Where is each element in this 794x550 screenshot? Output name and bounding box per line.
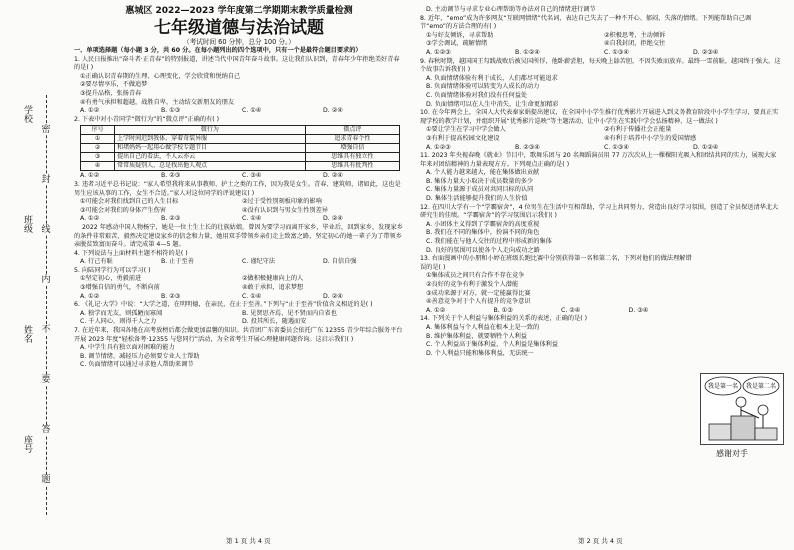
speech-bubble-left: 我是第一名 bbox=[707, 383, 739, 390]
question-option: ①坚定初心，勇毅前进 bbox=[80, 275, 142, 283]
choice-d: D. 自信自强 bbox=[323, 258, 357, 266]
table-cell: 提出自己的看法，不人云亦云 bbox=[115, 153, 306, 162]
table-cell: 微行为 bbox=[115, 126, 306, 135]
choice-d: D. 良好的氛围可以使各个人走向成功之路 bbox=[426, 246, 540, 254]
question-stem: 13. 右面漫画中的小朋和小婷在班级长跑比赛中分别获得第一名和第二名，下列对他们的做法理解错误的是( ) bbox=[420, 255, 692, 271]
choice-b: B. 我们在不同的集体中，扮演不同的角色 bbox=[426, 229, 540, 237]
option-row bbox=[426, 135, 782, 144]
seal-mark: 线 bbox=[34, 225, 58, 235]
choice-a: A. ①② bbox=[80, 215, 100, 223]
choice-d: D. 负面情绪可以在人生中消失，让生命更加精彩 bbox=[426, 100, 559, 108]
table-cell: ③ bbox=[81, 153, 115, 162]
answer-choices bbox=[80, 215, 404, 224]
choice-b: B. ①③ bbox=[493, 306, 513, 314]
choice-b: B. 维护集体利益，就要牺牲个人利益 bbox=[426, 332, 527, 340]
choice-d: D. ①②④ bbox=[693, 143, 719, 151]
question-option: ③学会调试，疏解情绪 bbox=[426, 40, 488, 48]
choice-c: C. ①④ bbox=[242, 107, 262, 115]
question-option: ③成功来源于对方，就一定能赢得比赛 bbox=[426, 289, 531, 297]
answer-choices bbox=[80, 172, 404, 181]
choice-a: A. 行己有耻 bbox=[80, 258, 113, 266]
choice-c: C. ②④ bbox=[561, 306, 581, 314]
question-option: ④善意竞争对于个人有提升的竞争意识 bbox=[426, 298, 531, 306]
question-option: ①可能会对我们找到自己的人生目标 bbox=[80, 198, 179, 206]
choice-b: B. 负面情绪体验可以转变为人成长的动力 bbox=[426, 83, 540, 91]
question-stem: 12. 在四川大学有一个“学霸宿舍”，4 位男生在生活中互相帮助，学习上共同努力，营造出良好学习氛围，创造了全员保送清华北大研究生的佳绩。“学霸宿舍”的学习氛围启示我们( ) bbox=[420, 203, 779, 220]
cartoon-drawing bbox=[701, 374, 783, 444]
question-option: ③增强自信的勇气，不断向前 bbox=[80, 284, 160, 292]
question-stem: 3. 违者习近平总书记说：“家人希望我将来从事教师、护士之类的工作，因为我是女生。青春、建筑师，诸如此，这也是男生应该从事的工作，女生不合适。”家人对这位同学的评说建议( ) bbox=[74, 180, 401, 197]
table-cell: 和堵妈妈一起用心做学校专题节目 bbox=[115, 144, 306, 153]
option-row bbox=[80, 275, 404, 284]
table-row bbox=[81, 153, 400, 162]
question-option: ③可能会对我们的身体产生伤害 bbox=[80, 206, 166, 214]
material-passage: 2022 年感动中国人物杨宁，她是一位土生土长的壮族姑娘，曾因为要学习而离开家乡，毕业后，回到家乡，发现家乡的条件非常艰苦，毅然决定建设家乡的信念和力量，她用双手带领乡亲们走上致富之路，坚定初心的她一辈子为了带领乡亲脱贫致富而奋斗。请完成第 4—5 题。 bbox=[74, 223, 403, 249]
choice-c: C. 集体力量源于成员对共同目标的认同 bbox=[426, 186, 534, 194]
choice-a: A. ①② bbox=[80, 292, 100, 300]
choice-b: B. 止于至善 bbox=[161, 258, 194, 266]
choice-a: A. ①②③ bbox=[426, 143, 451, 151]
table-cell: ④ bbox=[81, 162, 115, 171]
choice-b: B. 见贤思齐焉，见不贤而内自省也 bbox=[242, 309, 337, 317]
exam-note: （考试时间 60 分钟，总分 100 分。） bbox=[183, 38, 295, 46]
seal-mark: 密 bbox=[34, 125, 58, 135]
choice-b: B. ①②④ bbox=[515, 48, 540, 56]
question-option: ②做积极健康向上的人 bbox=[242, 275, 304, 283]
choice-d: D. 投其所长，随遇而安 bbox=[242, 318, 307, 326]
choice-b: B. ②③ bbox=[161, 292, 181, 300]
binding-label-name: 姓名 bbox=[22, 325, 32, 343]
cartoon-illustration bbox=[700, 373, 784, 445]
option-row bbox=[80, 198, 404, 207]
binding-label-school: 学校 bbox=[22, 105, 32, 123]
question-stem: 10. 在今年两会上，全国人大代表秦家娟提出建议，在全国中小学生推行优秀影片开展进入到义务教育阶段中小学生学习，要真正实现学校的教学计划，并组织开展“优秀影片巡映”等主题活动，让中小学生在实践中学会弘扬精神、这一做法( ) bbox=[420, 109, 779, 125]
option-row bbox=[80, 207, 404, 216]
question-option: ④有利于培养中小学生的爱国情感 bbox=[604, 134, 697, 142]
answer-choices bbox=[80, 293, 404, 302]
table-cell: 上学时间迟到我体，穿着奇装异服 bbox=[115, 135, 306, 144]
choice-c: C. 负面情绪体验对我们没有任何益处 bbox=[426, 91, 528, 99]
seal-mark: 不 bbox=[34, 325, 58, 335]
question-option: ②良好的竞争有利于激发个人潜能 bbox=[426, 281, 519, 288]
choice-d: D. 主动调节与寻求专业心理帮助等办法对自己的情绪进行调节 bbox=[426, 6, 596, 13]
question-option: ①与好友倾诉，寻求帮助 bbox=[426, 31, 494, 39]
binding-label-class: 班级 bbox=[22, 215, 32, 233]
table-row bbox=[81, 162, 400, 171]
table-cell: 微点评 bbox=[305, 126, 399, 135]
choice-b: B. ①③ bbox=[161, 107, 181, 115]
seal-line bbox=[46, 95, 47, 515]
choice-c: C. 谨纪守法 bbox=[242, 258, 276, 266]
choice-a: A. 负面情绪体验有利于成长，人们都尽可能追求 bbox=[426, 74, 558, 82]
binding-label-seat: 座号 bbox=[22, 435, 32, 453]
choice-c: C. 千人同心，则得千人之力 bbox=[80, 318, 157, 326]
binding-strip bbox=[8, 95, 70, 515]
choice-d: D. ②④ bbox=[323, 292, 343, 300]
question-stem: 11. 2023 年央视春晚《就业》节目中，歌舞乐团与 20 名舞蹈演员用 77 万次次从上一棵棵阳光吸入和团结共同的实力，展现大家年来对团结精神的力量表现方方。下列观点正确的是( ) bbox=[420, 152, 777, 168]
choice-a: A. 个人能力越来越大，能在集体做出贡献 bbox=[426, 169, 540, 177]
choice-c: C. ①④ bbox=[242, 215, 262, 223]
seal-mark: 要 bbox=[34, 375, 58, 385]
question-option: ①集体成员之间只有合作不存在竞争 bbox=[426, 272, 525, 280]
option-row bbox=[426, 40, 782, 49]
table-row bbox=[81, 135, 400, 144]
choice-a: A. ①② bbox=[426, 306, 446, 314]
choice-a: A. 集体利益与个人利益在根本上是一致的 bbox=[426, 323, 540, 331]
choice-c: C. 个人利益高于集体利益，个人利益是集体利益 bbox=[426, 341, 559, 349]
question-stem: 1. 人民日报推出“奋斗者·正青春”的特别报道，讲述当代中国青年奋斗故事。这让我们认识到，青春年少年拒绝美好青春的是( ) bbox=[74, 55, 400, 72]
page-1-column bbox=[74, 6, 404, 370]
exam-title: 七年级道德与法治试题 bbox=[154, 18, 324, 38]
question-option: ③有利于提高校园文化建设 bbox=[426, 134, 500, 142]
question-stem: 2. 下表中对小青同学“微行为”的“微点评”正确的有( ) bbox=[74, 115, 220, 123]
choice-d: D. ②④ bbox=[323, 107, 343, 115]
question-stem: 6. 《礼记·大学》中说：“大学之道，在明明德，在亲民，在止于至善。”下列与“止于至善”价值含义相近的是( ) bbox=[74, 301, 373, 309]
answer-choices bbox=[80, 258, 404, 267]
option-row bbox=[80, 318, 404, 327]
exam-header: 惠城区 2022—2023 学年度第二学期期末教学质量检测 bbox=[125, 6, 353, 16]
choice-d: D. 个人利益只能和集体利益，无法统一 bbox=[426, 349, 534, 357]
answer-choices bbox=[426, 144, 782, 153]
speech-bubble-right: 我是第二名 bbox=[745, 383, 777, 390]
choice-b: B. 集体力量大小取决于成员数量的多少 bbox=[426, 177, 534, 185]
choice-d: D. ②④ bbox=[323, 172, 343, 180]
question-option: ②有利于传播社会正能量 bbox=[604, 126, 672, 134]
choice-c: C. 负面情绪可以通过寻求他人帮助来调节 bbox=[80, 361, 194, 369]
question-option: ①正确认识青春期的生理、心理变化，学会欣赏和悦纳自己 bbox=[80, 72, 241, 80]
option-row bbox=[80, 284, 404, 293]
question-stem: 8. 近年，“emo”成为许多网友“互联网情绪”代名词，表达自己失去了一种不开心、郁闷、失落的情绪。下列能帮助自己调节“emo”的方法合理的有( ) bbox=[420, 14, 752, 31]
answer-choices bbox=[426, 49, 782, 58]
question-option: ①要让学生在学习中学会做人 bbox=[426, 126, 506, 134]
question-option: ②要尽情享乐，不做追梦 bbox=[80, 81, 148, 89]
question-stem: 5. 向陆同学行为可以学习( ) bbox=[74, 266, 151, 274]
page-number: 第 1 页 共 4 页 bbox=[226, 537, 271, 545]
choice-d: D. ③④ bbox=[628, 306, 649, 314]
table-cell: 常常质疑别人，总是找出他人观点 bbox=[115, 162, 306, 171]
table-cell: 序号 bbox=[81, 126, 115, 135]
seal-mark: 答 bbox=[34, 425, 58, 435]
choice-d: D. ②③④ bbox=[693, 48, 719, 56]
choice-a: A. 中学生具有独立面对困难的能力 bbox=[80, 344, 175, 352]
table-row bbox=[81, 126, 400, 135]
question-stem: 7. 在近年来，我国各地在高考放榜后都会做更加温馨的知识。共青团广东省委员会依托广东 12355 青少年综合服务平台开展 2023 年度“轻松备考·12355 与您同行”活动，为全省考生开展心理健康问题咨询。这启示我们( ) bbox=[74, 327, 403, 343]
question-option: ③提升品格，张扬青春 bbox=[80, 89, 142, 97]
choice-d: D. 集体生活能够提升我们的人生价值 bbox=[426, 195, 528, 203]
question-stem: 9. 春秋时期，越国国王勾践战败后被吴国所俘，他卧薪尝胆，每天晚上舔苦胆，不因失败而放弃。最终一雪前耻，越国终于强大。这个故事告诉我们( ) bbox=[420, 57, 781, 74]
choice-a: A. 小团体主义得到了学霸宿舍的高度重视 bbox=[426, 220, 540, 228]
table-cell: 思维具有批判性 bbox=[305, 162, 399, 171]
table-cell: ① bbox=[81, 135, 115, 144]
question-option: ④敢于承担，追求梦想 bbox=[242, 284, 304, 292]
question-option: ②过于受性别刻板印象的影响 bbox=[242, 198, 322, 206]
seal-mark: 封 bbox=[34, 175, 58, 185]
choice-c: C. 我们能在与他人交往的过程中形成新的集体 bbox=[426, 238, 552, 246]
choice-c: C. ①③④ bbox=[604, 48, 629, 56]
question-option: ④有勇气承担和超越，战胜自卑，主动结交新朋友的朋友 bbox=[80, 98, 235, 106]
choice-c: C. ③④ bbox=[242, 172, 262, 180]
behavior-table bbox=[80, 125, 400, 171]
choice-b: B. 调节情绪、减轻压力必须要专业人士帮助 bbox=[80, 352, 200, 360]
seal-mark: 题 bbox=[34, 475, 58, 485]
question-option: ④没有认识到与男女生性别差异 bbox=[242, 206, 328, 214]
page-number: 第 2 页 共 4 页 bbox=[578, 537, 623, 545]
question-stem: 4. 下列说法与上面材料主题不相符的是( ) bbox=[74, 249, 188, 257]
table-row bbox=[81, 144, 400, 153]
table-cell: 追求青春个性 bbox=[305, 135, 399, 144]
choice-b: B. ②③ bbox=[161, 172, 181, 180]
choice-b: B. ②③④ bbox=[515, 143, 540, 151]
table-cell: 增强自信 bbox=[305, 144, 399, 153]
table-cell: ② bbox=[81, 144, 115, 153]
cartoon-caption: 感谢对手 bbox=[716, 449, 748, 458]
option-row bbox=[426, 126, 782, 135]
choice-d: D. ②④ bbox=[323, 215, 343, 223]
choice-b: B. ②③ bbox=[161, 215, 181, 223]
question-option: ②积极思考，主动倾诉 bbox=[604, 31, 666, 39]
choice-c: C. ①③④ bbox=[604, 143, 629, 151]
choice-a: A. ①② bbox=[80, 107, 100, 115]
answer-choices bbox=[80, 107, 404, 116]
table-cell: 思维具有独立性 bbox=[305, 153, 399, 162]
question-option: ④自我封闭，拒绝交往 bbox=[604, 40, 666, 48]
question-stem: 14. 下列关于个人利益与集体利益的关系的表述，正确的是( ) bbox=[420, 315, 588, 323]
seal-mark: 内 bbox=[34, 275, 58, 285]
choice-a: A. ①②③ bbox=[426, 48, 451, 56]
section-heading: 一、单项选择题（每小题 3 分，共 60 分。在每小题列出的四个选项中，只有一个是最符合题目要求的） bbox=[74, 47, 362, 54]
choice-c: C. ①④ bbox=[242, 292, 262, 300]
choice-a: A. ①② bbox=[80, 172, 100, 180]
choice-a: A. 独学而无友，则孤陋而寡闻 bbox=[80, 309, 163, 317]
page-2-column bbox=[420, 6, 782, 358]
